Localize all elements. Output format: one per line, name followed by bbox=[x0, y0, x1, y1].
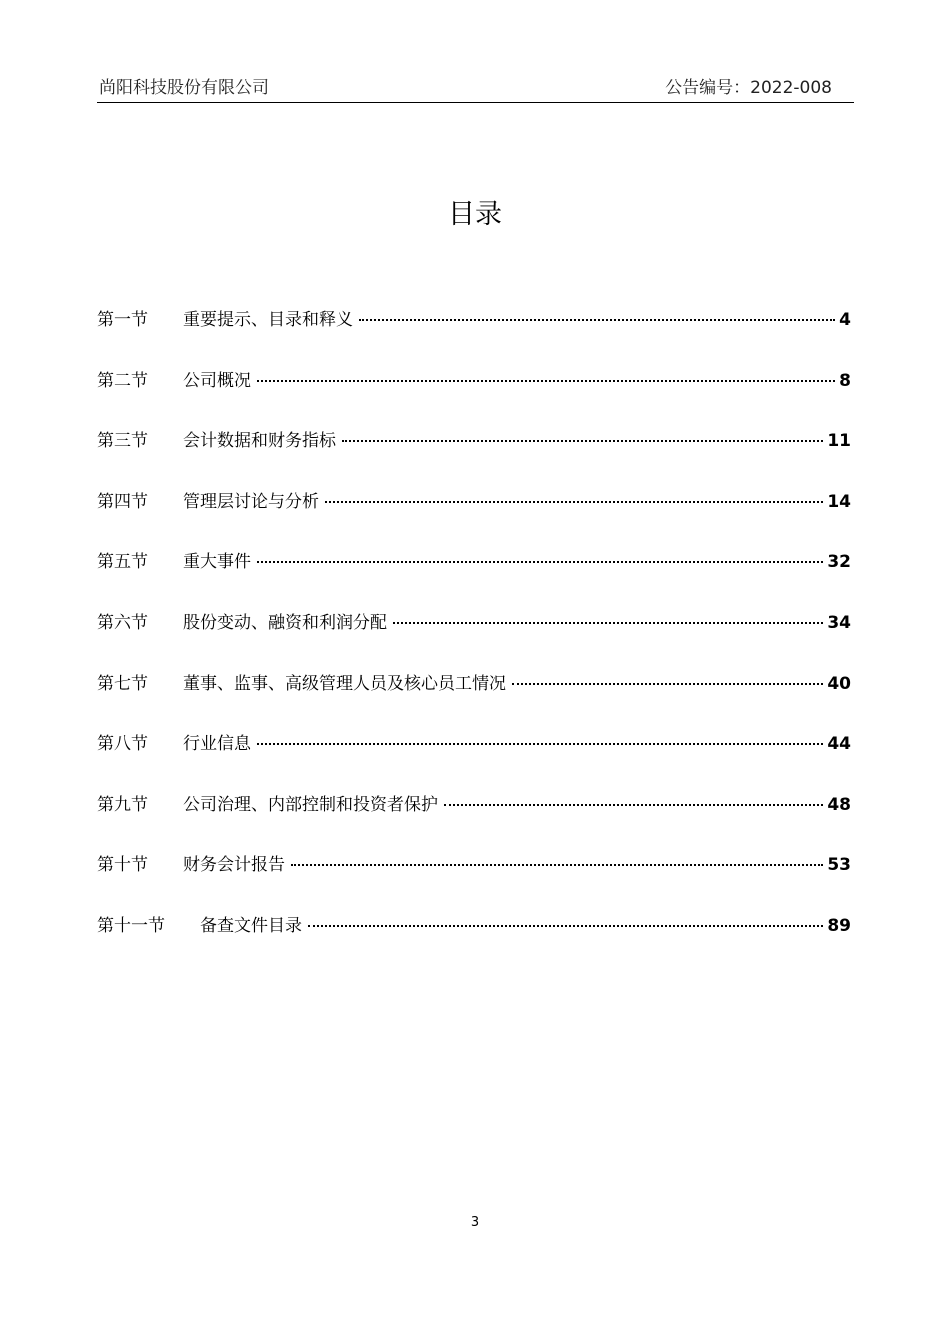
toc-page-number: 53 bbox=[827, 855, 851, 876]
toc-page-number: 89 bbox=[827, 915, 851, 936]
toc-entry[interactable] bbox=[97, 489, 851, 550]
toc-dot-leader bbox=[291, 864, 823, 866]
toc-section-number: 第三节 bbox=[97, 431, 148, 452]
toc-entry[interactable] bbox=[97, 913, 851, 974]
toc-section-number: 第十节 bbox=[97, 855, 148, 876]
toc-section-title: 财务会计报告 bbox=[183, 855, 285, 876]
toc-entry[interactable] bbox=[97, 671, 851, 732]
toc-page-number: 40 bbox=[827, 673, 851, 694]
toc-dot-leader bbox=[342, 440, 823, 442]
toc-dot-leader bbox=[308, 925, 823, 927]
toc-page-number: 8 bbox=[839, 370, 851, 391]
toc-section-number: 第十一节 bbox=[97, 915, 165, 936]
toc-section-number: 第一节 bbox=[97, 310, 148, 330]
toc-section-number: 第六节 bbox=[97, 612, 148, 633]
page-header bbox=[97, 76, 854, 103]
toc-section-title: 董事、监事、高级管理人员及核心员工情况 bbox=[183, 673, 506, 694]
toc-page-number: 32 bbox=[827, 552, 851, 573]
toc-page-number: 48 bbox=[827, 794, 851, 815]
company-name: 尚阳科技股份有限公司 bbox=[99, 78, 269, 98]
toc-entry[interactable] bbox=[97, 852, 851, 913]
toc-page-number: 44 bbox=[827, 734, 851, 755]
toc-entry[interactable] bbox=[97, 731, 851, 792]
toc-entry[interactable] bbox=[97, 549, 851, 610]
toc-section-number: 第四节 bbox=[97, 491, 148, 512]
toc-section-number: 第五节 bbox=[97, 552, 148, 573]
toc-page-number: 34 bbox=[827, 612, 851, 633]
toc-dot-leader bbox=[257, 380, 835, 382]
toc-dot-leader bbox=[512, 683, 823, 685]
toc-entry[interactable] bbox=[97, 368, 851, 429]
toc-section-number: 第二节 bbox=[97, 370, 148, 391]
toc-page-number: 4 bbox=[839, 310, 851, 330]
toc-page-number: 11 bbox=[827, 431, 851, 452]
toc-dot-leader bbox=[393, 622, 823, 624]
toc-section-title: 公司治理、内部控制和投资者保护 bbox=[183, 794, 438, 815]
toc-dot-leader bbox=[444, 804, 823, 806]
toc-section-title: 行业信息 bbox=[183, 734, 251, 755]
toc-entry[interactable] bbox=[97, 792, 851, 853]
announcement-number: 公告编号：2022-008 bbox=[665, 78, 832, 98]
toc-dot-leader bbox=[257, 743, 823, 745]
toc-dot-leader bbox=[359, 319, 835, 321]
toc-section-number: 第八节 bbox=[97, 734, 148, 755]
toc-section-title: 会计数据和财务指标 bbox=[183, 431, 336, 452]
toc-section-title: 管理层讨论与分析 bbox=[183, 491, 319, 512]
toc-section-title: 备查文件目录 bbox=[200, 915, 302, 936]
toc-section-number: 第七节 bbox=[97, 673, 148, 694]
toc-section-number: 第九节 bbox=[97, 794, 148, 815]
toc-dot-leader bbox=[325, 501, 823, 503]
table-of-contents bbox=[97, 307, 851, 974]
toc-section-title: 股份变动、融资和利润分配 bbox=[183, 612, 387, 633]
page-title: 目录 bbox=[448, 199, 502, 230]
page-number-footer: 3 bbox=[470, 1215, 480, 1230]
toc-section-title: 重要提示、目录和释义 bbox=[183, 310, 353, 330]
toc-dot-leader bbox=[257, 561, 823, 563]
toc-entry[interactable] bbox=[97, 428, 851, 489]
toc-entry[interactable] bbox=[97, 610, 851, 671]
toc-section-title: 重大事件 bbox=[183, 552, 251, 573]
toc-entry[interactable] bbox=[97, 307, 851, 368]
toc-section-title: 公司概况 bbox=[183, 370, 251, 391]
toc-page-number: 14 bbox=[827, 491, 851, 512]
